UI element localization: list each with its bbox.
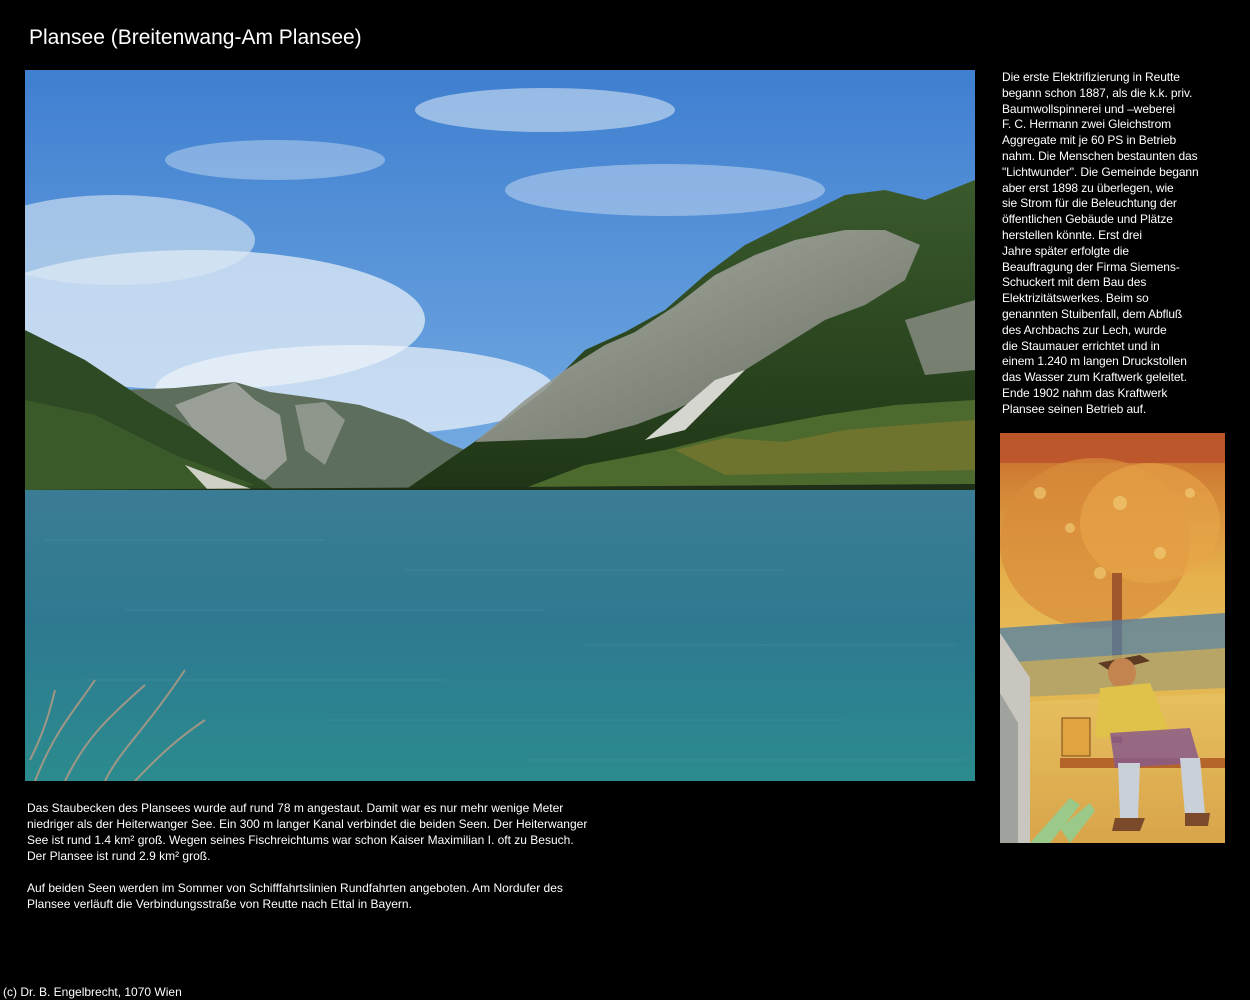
caption-line: See ist rund 1.4 km² groß. Wegen seines Fischreichtums war schon Kaiser Maximilian I. oft zu Besuch. <box>27 833 574 847</box>
side-text-line: nahm. Die Menschen bestaunten das <box>1002 148 1198 163</box>
caption-line: niedriger als der Heiterwanger See. Ein 300 m langer Kanal verbindet die beiden Seen. Der Heiterwanger <box>27 817 588 831</box>
side-text-line: Beauftragung der Firma Siemens- <box>1002 259 1180 274</box>
side-text-line: Baumwollspinnerei und –weberei <box>1002 101 1176 116</box>
side-text-line: herstellen könnte. Erst drei <box>1002 227 1142 242</box>
side-text-line: öffentlichen Gebäude und Plätze <box>1002 212 1173 227</box>
side-text-line: Jahre später erfolgte die <box>1002 243 1129 258</box>
side-text-line: genannten Stuibenfall, dem Abfluß <box>1002 306 1183 321</box>
side-text-line: Die erste Elektrifizierung in Reutte <box>1002 70 1180 84</box>
caption-line: Plansee verläuft die Verbindungsstraße von Reutte nach Ettal in Bayern. <box>27 897 412 911</box>
side-text <box>1002 70 1207 418</box>
copyright-footer: (c) Dr. B. Engelbrecht, 1070 Wien <box>3 985 182 999</box>
side-text-line: "Lichtwunder". Die Gemeinde begann <box>1002 164 1199 179</box>
side-text-line: sie Strom für die Beleuchtung der <box>1002 196 1177 211</box>
side-text-line: begann schon 1887, als die k.k. priv. <box>1002 85 1193 100</box>
page-title: Plansee (Breitenwang-Am Plansee) <box>29 26 362 49</box>
side-text-line: Ende 1902 nahm das Kraftwerk <box>1002 385 1168 400</box>
mural-photo[interactable] <box>1000 433 1225 843</box>
side-text-line: Elektrizitätswerkes. Beim so <box>1002 291 1149 306</box>
side-text-line: Aggregate mit je 60 PS in Betrieb <box>1002 133 1177 148</box>
side-text-line: aber erst 1898 zu überlegen, wie <box>1002 180 1174 195</box>
caption-line: Der Plansee ist rund 2.9 km² groß. <box>27 849 211 863</box>
side-text-line: einem 1.240 m langen Druckstollen <box>1002 354 1187 369</box>
caption <box>27 800 627 912</box>
caption-line: Das Staubecken des Plansees wurde auf rund 78 m angestaut. Damit war es nur mehr wenige Meter <box>27 801 564 815</box>
paragraph-gap <box>27 864 627 880</box>
caption-line: Auf beiden Seen werden im Sommer von Schifffahrtslinien Rundfahrten angeboten. Am Nordufer des <box>27 881 563 895</box>
side-text-line: des Archbachs zur Lech, wurde <box>1002 322 1167 337</box>
side-text-line: die Staumauer errichtet und in <box>1002 338 1160 353</box>
side-text-line: Schuckert mit dem Bau des <box>1002 275 1147 290</box>
side-text-line: Plansee seinen Betrieb auf. <box>1002 401 1147 416</box>
side-text-line: F. C. Hermann zwei Gleichstrom <box>1002 117 1172 132</box>
side-text-line: das Wasser zum Kraftwerk geleitet. <box>1002 370 1187 385</box>
lake-photo[interactable] <box>25 70 975 781</box>
